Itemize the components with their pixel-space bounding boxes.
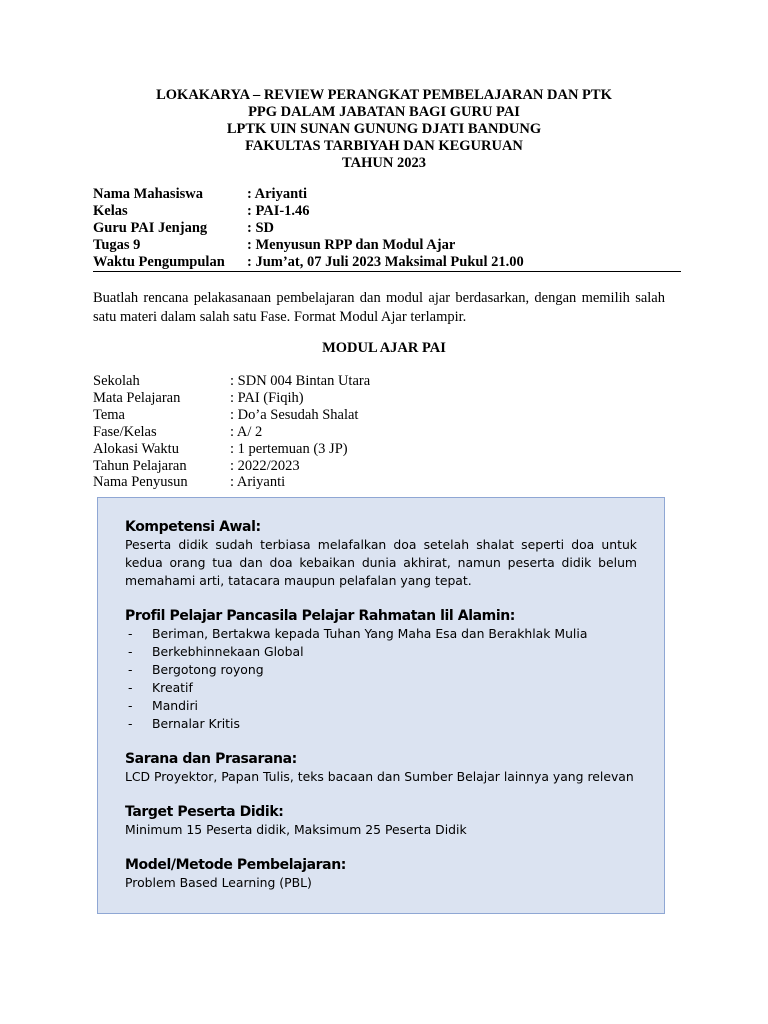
header-line-5: TAHUN 2023	[342, 155, 426, 171]
info-value: : Menyusun RPP dan Modul Ajar	[247, 237, 456, 253]
section-text: Problem Based Learning (PBL)	[125, 875, 312, 890]
modul-info-value: : PAI (Fiqih)	[230, 389, 304, 406]
modul-info-label: Tema	[93, 406, 125, 423]
modul-info-value: : Ariyanti	[230, 474, 286, 491]
modul-info-value: : 1 pertemuan (3 JP)	[230, 440, 348, 457]
section-heading: Model/Metode Pembelajaran:	[125, 857, 346, 873]
info-row-kelas	[93, 203, 683, 220]
profil-pelajar-section	[125, 607, 637, 733]
section-text: Minimum 15 Peserta didik, Maksimum 25 Peserta Didik	[125, 822, 467, 837]
list-item-text: Beriman, Bertakwa kepada Tuhan Yang Maha Esa dan Berakhlak Mulia	[152, 626, 588, 641]
modul-info-label: Mata Pelajaran	[93, 389, 181, 406]
sarana-section	[125, 750, 637, 786]
modul-info-row	[93, 407, 653, 424]
modul-details-box	[97, 497, 665, 914]
section-text: LCD Proyektor, Papan Tulis, teks bacaan dan Sumber Belajar lainnya yang relevan	[125, 769, 634, 784]
document-header	[0, 87, 768, 172]
info-label: Kelas	[93, 203, 128, 219]
list-item: - Bernalar Kritis	[128, 716, 240, 731]
section-text: Peserta didik sudah terbiasa melafalkan doa setelah shalat seperti doa untuk kedua orang tua dan doa kebaikan dunia akhirat, namun peserta didik belum memahami arti, tatacara maupun pelafalan yang tepat.	[125, 537, 637, 588]
header-line-1: LOKAKARYA – REVIEW PERANGKAT PEMBELAJARAN DAN PTK	[156, 87, 612, 103]
modul-info-value: : 2022/2023	[230, 457, 300, 474]
target-section	[125, 803, 637, 839]
modul-info-value: : SDN 004 Bintan Utara	[230, 373, 371, 389]
modul-info-value: : A/ 2	[230, 423, 263, 440]
model-section	[125, 856, 637, 892]
modul-info-row	[93, 373, 653, 390]
list-item-text: Kreatif	[152, 680, 193, 695]
info-value: : Jum’at, 07 Juli 2023 Maksimal Pukul 21.00	[247, 254, 524, 270]
header-line-3: LPTK UIN SUNAN GUNUNG DJATI BANDUNG	[226, 121, 542, 137]
info-label: Waktu Pengumpulan	[93, 254, 225, 270]
modul-info-label: Sekolah	[93, 373, 140, 389]
horizontal-divider	[93, 271, 681, 272]
modul-info-value: : Do’a Sesudah Shalat	[230, 406, 359, 423]
section-heading: Target Peserta Didik:	[125, 804, 284, 820]
list-item: - Berkebhinnekaan Global	[128, 644, 304, 659]
modul-info-row	[93, 474, 653, 491]
modul-info	[93, 373, 653, 491]
modul-title: MODUL AJAR PAI	[322, 340, 446, 356]
modul-info-label: Tahun Pelajaran	[93, 457, 187, 474]
info-row-nama	[93, 186, 683, 203]
intro-paragraph	[93, 289, 665, 327]
student-info	[93, 186, 683, 271]
info-label: Nama Mahasiswa	[93, 186, 203, 202]
modul-info-row	[93, 424, 653, 441]
modul-info-label: Alokasi Waktu	[93, 440, 179, 457]
info-label: Tugas 9	[93, 237, 141, 253]
kompetensi-awal-section	[125, 518, 637, 590]
info-label: Guru PAI Jenjang	[93, 220, 208, 236]
list-item: - Bergotong royong	[128, 662, 264, 677]
list-item-text: Berkebhinnekaan Global	[152, 644, 304, 659]
header-line-2: PPG DALAM JABATAN BAGI GURU PAI	[248, 104, 520, 120]
section-heading: Sarana dan Prasarana:	[125, 751, 297, 767]
info-row-jenjang	[93, 220, 683, 237]
info-value: : SD	[247, 220, 274, 236]
modul-info-label: Fase/Kelas	[93, 423, 157, 440]
info-value: : Ariyanti	[247, 186, 308, 202]
list-item: - Kreatif	[128, 680, 193, 695]
info-row-tugas	[93, 237, 683, 254]
list-item-text: Bernalar Kritis	[152, 716, 240, 731]
info-value: : PAI-1.46	[247, 203, 310, 219]
list-item: - Mandiri	[128, 698, 198, 713]
section-heading: Profil Pelajar Pancasila Pelajar Rahmatan lil Alamin:	[125, 608, 516, 624]
info-row-waktu	[93, 254, 683, 271]
modul-info-row	[93, 390, 653, 407]
list-item-text: Mandiri	[152, 698, 198, 713]
list-item: - Beriman, Bertakwa kepada Tuhan Yang Maha Esa dan Berakhlak Mulia	[128, 626, 588, 641]
profil-list	[125, 625, 637, 733]
intro-text: Buatlah rencana pelakasanaan pembelajaran dan modul ajar berdasarkan, dengan memilih salah satu materi dalam salah satu Fase. Format Modul Ajar terlampir.	[93, 290, 665, 325]
modul-info-label: Nama Penyusun	[93, 474, 188, 491]
section-heading: Kompetensi Awal:	[125, 519, 261, 535]
modul-info-row	[93, 458, 653, 475]
header-line-4: FAKULTAS TARBIYAH DAN KEGURUAN	[245, 138, 523, 154]
list-item-text: Bergotong royong	[152, 662, 264, 677]
modul-info-row	[93, 441, 653, 458]
